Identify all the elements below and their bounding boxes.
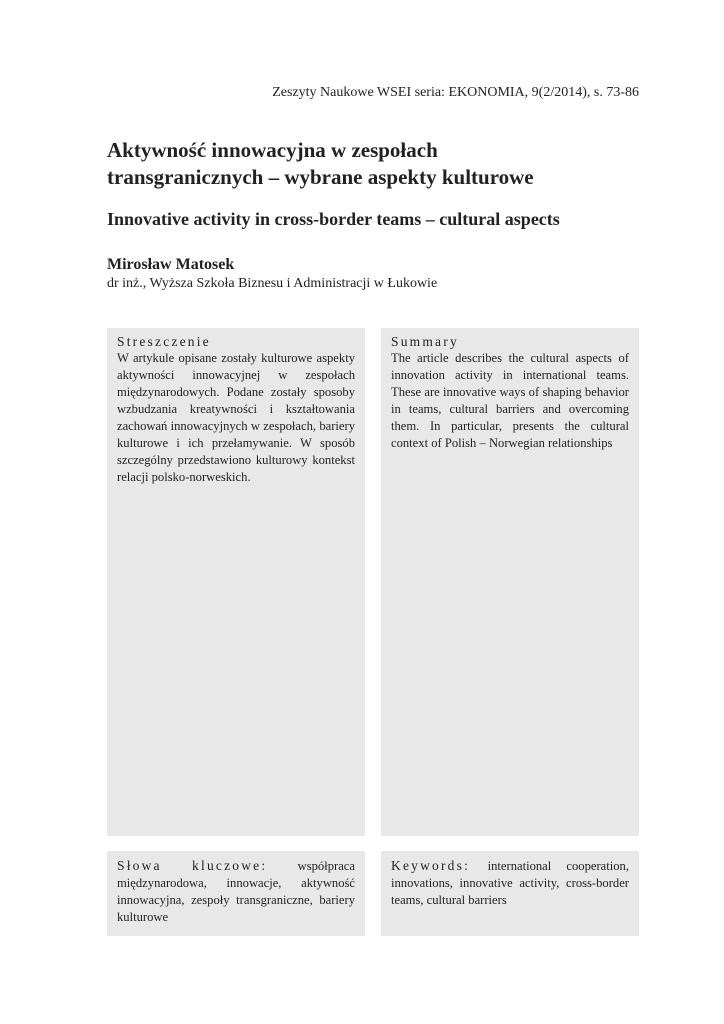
article-title-polish-line-2: transgranicznych – wybrane aspekty kulturowe	[107, 165, 534, 189]
slowa-kluczowe-label: Słowa kluczowe:	[117, 858, 298, 873]
slowa-kluczowe-box	[107, 851, 365, 936]
slowa-kluczowe-text: współpraca międzynarodowa, innowacje, aktywność innowacyjna, zespoły transgraniczne, bariery kulturowe	[117, 859, 355, 924]
keywords-text: international cooperation, innovations, innovative activity, cross-border teams, cultural barriers	[391, 859, 629, 907]
summary-box	[381, 328, 639, 836]
streszczenie-text: W artykule opisane zostały kulturowe aspekty aktywności innowacyjnej w zespołach międzynarodowych. Podane zostały sposoby wzbudzania kreatywności i kształtowania zachowań innowacyjnych w zespołach, bariery kulturowe i ich przełamywanie. W sposób szczególny przedstawiono kulturowy kontekst relacji polsko-norweskich.	[117, 351, 355, 484]
article-title-polish-line-1: Aktywność innowacyjna w zespołach	[107, 138, 438, 162]
article-title-polish	[107, 137, 647, 191]
keywords-box	[381, 851, 639, 936]
summary-heading: Summary	[391, 334, 459, 349]
keywords-label: Keywords:	[391, 858, 488, 873]
article-title-english: Innovative activity in cross-border teams – cultural aspects	[107, 209, 560, 229]
author-name: Mirosław Matosek	[107, 256, 235, 273]
streszczenie-heading: Streszczenie	[117, 334, 211, 349]
summary-text: The article describes the cultural aspects of innovation activity in international teams. These are innovative ways of shaping behavior in teams, cultural barriers and overcoming them. In particular, presents the cultural context of Polish – Norwegian relationships	[391, 351, 629, 450]
streszczenie-box	[107, 328, 365, 836]
journal-header: Zeszyty Naukowe WSEI seria: EKONOMIA, 9(2/2014), s. 73-86	[272, 85, 639, 100]
author-affiliation: dr inż., Wyższa Szkoła Biznesu i Administracji w Łukowie	[107, 276, 438, 291]
